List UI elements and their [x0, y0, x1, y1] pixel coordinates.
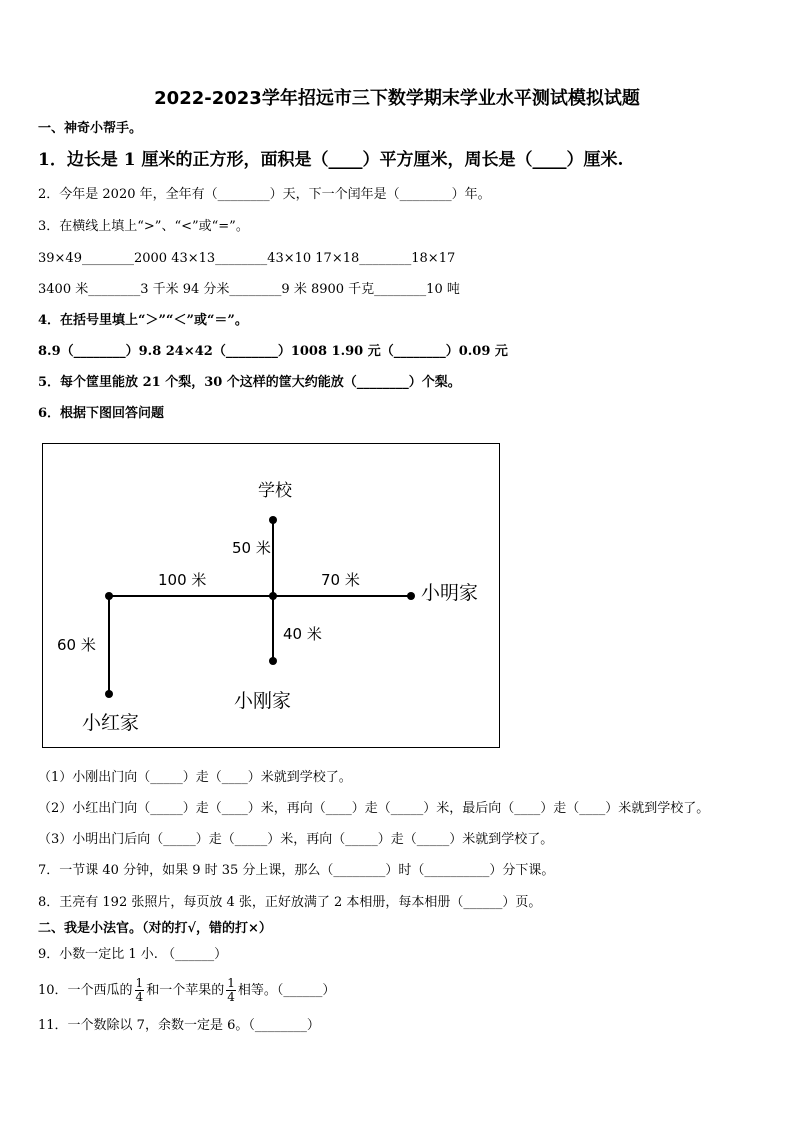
page-title: 2022-2023学年招远市三下数学期末学业水平测试模拟试题	[154, 88, 640, 109]
question-2: 2．今年是 2020 年，全年有（________）天，下一个闰年是（________）年。	[38, 187, 491, 202]
route-map-figure	[42, 443, 500, 749]
question-10-middle: 和一个苹果的	[146, 983, 225, 998]
xiaohong-home-dot	[105, 690, 113, 698]
distance-label-40m: 40 米	[283, 625, 322, 643]
fraction-denominator: 4	[227, 990, 235, 1004]
crossroad-dot	[269, 592, 277, 600]
question-10	[38, 976, 335, 1006]
school-label: 学校	[258, 481, 292, 501]
fraction-numerator: 1	[135, 976, 144, 990]
distance-label-50m: 50 米	[232, 539, 271, 557]
question-4-row: 8.9（________）9.8 24×42（________）1008 1.90 元（________）0.09 元	[38, 344, 508, 359]
distance-label-70m: 70 米	[321, 571, 360, 589]
school-dot	[269, 516, 277, 524]
corner-dot	[105, 592, 113, 600]
question-3-row-2: 3400 米________3 千米 94 分米________9 米 8900 千克________10 吨	[38, 282, 460, 297]
question-10-suffix: 相等。（______）	[237, 983, 336, 998]
question-6-3: （3）小明出门后向（_____）走（_____）米，再向（_____）走（_____）米就到学校了。	[38, 832, 554, 847]
xiaoming-home-label: 小明家	[421, 582, 479, 604]
question-10-prefix: 10．一个西瓜的	[38, 983, 133, 998]
question-6-2: （2）小红出门向（_____）走（____）米，再向（____）走（_____）米，最后向（____）走（____）米就到学校了。	[38, 801, 710, 816]
question-7: 7．一节课 40 分钟，如果 9 时 35 分上课，那么（________）时（__________）分下课。	[38, 863, 555, 878]
question-11: 11．一个数除以 7，余数一定是 6。（________）	[38, 1018, 320, 1033]
xiaogang-home-label: 小刚家	[234, 690, 292, 712]
xiaoming-home-dot	[407, 592, 415, 600]
xiaogang-home-dot	[269, 657, 277, 665]
question-4: 4．在括号里填上“＞”“＜”或“＝”。	[38, 313, 248, 328]
section-heading-2: 二、我是小法官。（对的打√，错的打×）	[38, 921, 272, 936]
xiaohong-home-label: 小红家	[82, 712, 140, 734]
section-heading-1: 一、神奇小帮手。	[38, 121, 143, 136]
fraction-one-quarter-a	[135, 977, 145, 1004]
fraction-denominator: 4	[135, 990, 144, 1004]
distance-label-100m: 100 米	[158, 571, 207, 589]
question-5: 5．每个筐里能放 21 个梨，30 个这样的筐大约能放（________）个梨。	[38, 375, 461, 390]
fraction-numerator: 1	[227, 976, 235, 990]
distance-label-60m: 60 米	[57, 636, 96, 654]
question-1: 1．边长是 1 厘米的正方形，面积是（____）平方厘米，周长是（____）厘米.	[38, 150, 624, 170]
question-8: 8．王亮有 192 张照片，每页放 4 张，正好放满了 2 本相册，每本相册（______）页。	[38, 895, 542, 910]
question-3: 3．在横线上填上“>”、“<”或“=”。	[38, 219, 249, 234]
question-9: 9．小数一定比 1 小. （______）	[38, 947, 228, 962]
question-3-row-1: 39×49________2000 43×13________43×10 17×18________18×17	[38, 251, 456, 266]
question-6-1: （1）小刚出门向（_____）走（____）米就到学校了。	[38, 770, 352, 785]
fraction-one-quarter-b	[226, 977, 236, 1004]
question-6: 6．根据下图回答问题	[38, 406, 165, 421]
